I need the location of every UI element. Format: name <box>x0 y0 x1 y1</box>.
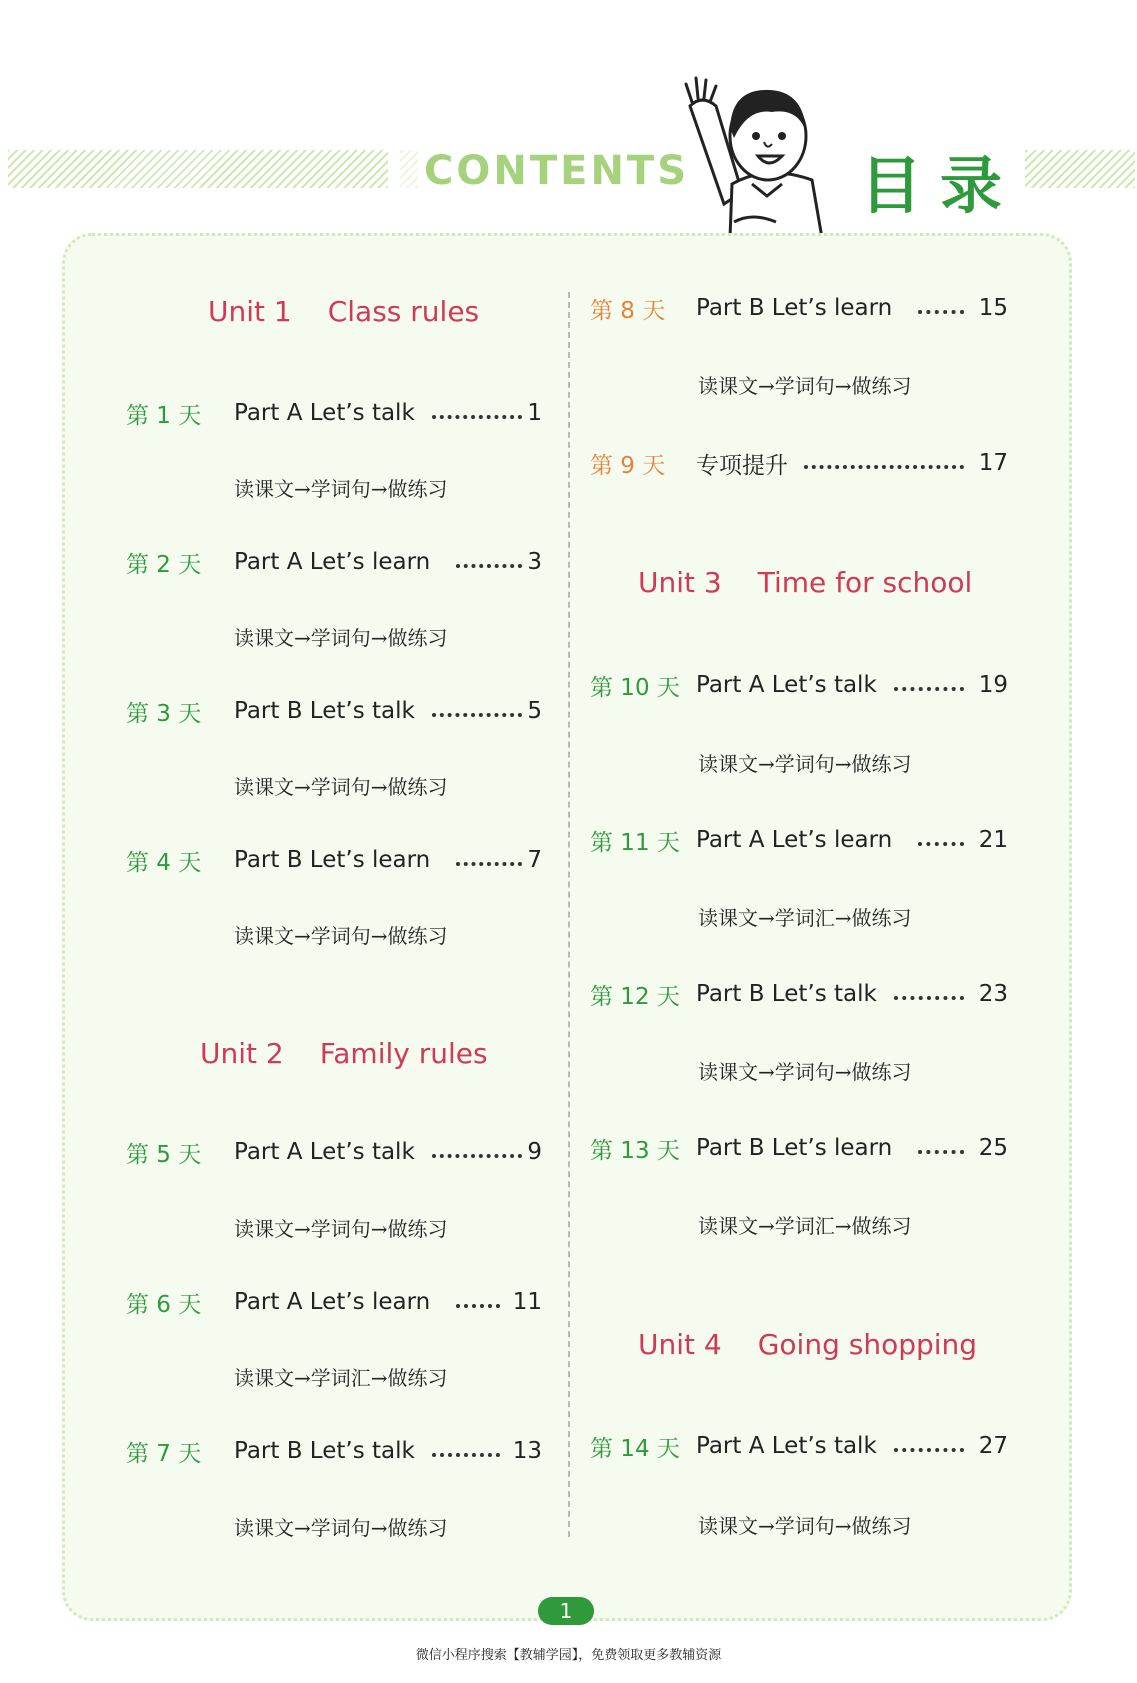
lesson-title: Part B Let’s talk <box>234 698 415 724</box>
waving-boy-illustration <box>672 72 852 238</box>
page-number: 25 <box>978 1135 1008 1161</box>
day-1-steps: 读课文→学词句→做练习 <box>234 477 448 501</box>
unit-1-heading <box>208 295 479 328</box>
unit-4-heading <box>638 1328 977 1361</box>
day-label: 第 2 天 <box>126 551 202 578</box>
page-number: 13 <box>512 1438 542 1464</box>
page-number: 5 <box>527 698 542 724</box>
toc-entry-day-8[interactable] <box>590 288 1014 328</box>
toc-entry-day-9[interactable] <box>590 443 1014 483</box>
dot-leader <box>894 996 964 1000</box>
unit-3-heading <box>638 566 972 599</box>
day-11-steps: 读课文→学词汇→做练习 <box>698 906 912 930</box>
unit-number: Unit 1 <box>208 295 292 328</box>
header-stripe-right <box>1025 150 1135 188</box>
day-label: 第 9 天 <box>590 452 666 479</box>
header-stripe-left <box>8 150 388 188</box>
unit-number: Unit 3 <box>638 566 722 599</box>
day-14-steps: 读课文→学词句→做练习 <box>698 1514 912 1538</box>
lesson-title: Part A Let’s talk <box>234 1139 415 1165</box>
page-number: 3 <box>527 549 542 575</box>
unit-name: Class rules <box>327 295 480 328</box>
toc-entry-day-5[interactable] <box>126 1132 546 1172</box>
contents-title: CONTENTS <box>418 148 695 194</box>
lesson-title: Part B Let’s talk <box>234 1438 415 1464</box>
contents-panel <box>62 233 1072 1621</box>
lesson-title: Part A Let’s talk <box>696 1433 877 1459</box>
unit-name: Family rules <box>319 1037 488 1070</box>
day-6-steps: 读课文→学词汇→做练习 <box>234 1366 448 1390</box>
lesson-title: Part A Let’s talk <box>696 672 877 698</box>
day-10-steps: 读课文→学词句→做练习 <box>698 752 912 776</box>
toc-entry-day-14[interactable] <box>590 1426 1014 1466</box>
toc-entry-day-12[interactable] <box>590 974 1014 1014</box>
toc-entry-day-2[interactable] <box>126 542 546 582</box>
day-label: 第 14 天 <box>590 1435 680 1462</box>
day-label: 第 13 天 <box>590 1137 680 1164</box>
page-number: 19 <box>978 672 1008 698</box>
day-label: 第 3 天 <box>126 700 202 727</box>
lesson-title: Part B Let’s talk <box>696 981 877 1007</box>
page-number: 27 <box>978 1433 1008 1459</box>
toc-entry-day-10[interactable] <box>590 665 1014 705</box>
lesson-title: Part A Let’s learn <box>234 549 431 575</box>
page-number: 15 <box>978 295 1008 321</box>
dot-leader <box>894 687 964 691</box>
mulu-title: 目录 <box>856 136 1024 225</box>
lesson-title: Part B Let’s learn <box>696 295 893 321</box>
day-label: 第 8 天 <box>590 297 666 324</box>
dot-leader <box>456 1304 500 1308</box>
toc-entry-day-3[interactable] <box>126 691 546 731</box>
day-13-steps: 读课文→学词汇→做练习 <box>698 1214 912 1238</box>
page-number: 17 <box>978 450 1008 476</box>
day-label: 第 11 天 <box>590 829 680 856</box>
dot-leader <box>918 310 964 314</box>
day-12-steps: 读课文→学词句→做练习 <box>698 1060 912 1084</box>
toc-entry-day-7[interactable] <box>126 1431 546 1471</box>
page-number: 7 <box>527 847 542 873</box>
day-label: 第 6 天 <box>126 1291 202 1318</box>
dot-leader <box>432 1453 500 1457</box>
toc-entry-day-4[interactable] <box>126 840 546 880</box>
page-number: 9 <box>527 1139 542 1165</box>
dot-leader <box>918 842 964 846</box>
unit-name: Time for school <box>757 566 973 599</box>
day-3-steps: 读课文→学词句→做练习 <box>234 775 448 799</box>
lesson-title: Part A Let’s talk <box>234 400 415 426</box>
day-label: 第 10 天 <box>590 674 680 701</box>
page-number: 11 <box>512 1289 542 1315</box>
toc-entry-day-13[interactable] <box>590 1128 1014 1168</box>
day-8-steps: 读课文→学词句→做练习 <box>698 374 912 398</box>
day-4-steps: 读课文→学词句→做练习 <box>234 924 448 948</box>
lesson-title: 专项提升 <box>696 452 788 479</box>
toc-entry-day-11[interactable] <box>590 820 1014 860</box>
unit-name: Going shopping <box>757 1328 978 1361</box>
day-5-steps: 读课文→学词句→做练习 <box>234 1217 448 1241</box>
day-label: 第 7 天 <box>126 1440 202 1467</box>
lesson-title: Part A Let’s learn <box>696 827 893 853</box>
footer-promo-note: 微信小程序搜索【教辅学园】，免费领取更多教辅资源 <box>415 1648 722 1663</box>
dot-leader <box>894 1448 964 1452</box>
day-label: 第 1 天 <box>126 402 202 429</box>
lesson-title: Part B Let’s learn <box>234 847 431 873</box>
page-number: 21 <box>978 827 1008 853</box>
day-label: 第 4 天 <box>126 849 202 876</box>
toc-entry-day-6[interactable] <box>126 1282 546 1322</box>
toc-entry-day-1[interactable] <box>126 393 546 433</box>
page-number-badge: 1 <box>538 1597 594 1625</box>
unit-number: Unit 4 <box>638 1328 722 1361</box>
day-2-steps: 读课文→学词句→做练习 <box>234 626 448 650</box>
unit-2-heading <box>200 1037 488 1070</box>
page-number: 1 <box>527 400 542 426</box>
day-label: 第 5 天 <box>126 1141 202 1168</box>
page-number: 23 <box>978 981 1008 1007</box>
lesson-title: Part B Let’s learn <box>696 1135 893 1161</box>
unit-number: Unit 2 <box>200 1037 284 1070</box>
day-label: 第 12 天 <box>590 983 680 1010</box>
dot-leader <box>918 1150 964 1154</box>
lesson-title: Part A Let’s learn <box>234 1289 431 1315</box>
day-7-steps: 读课文→学词句→做练习 <box>234 1516 448 1540</box>
column-divider <box>568 292 570 1537</box>
dot-leader <box>804 465 964 469</box>
